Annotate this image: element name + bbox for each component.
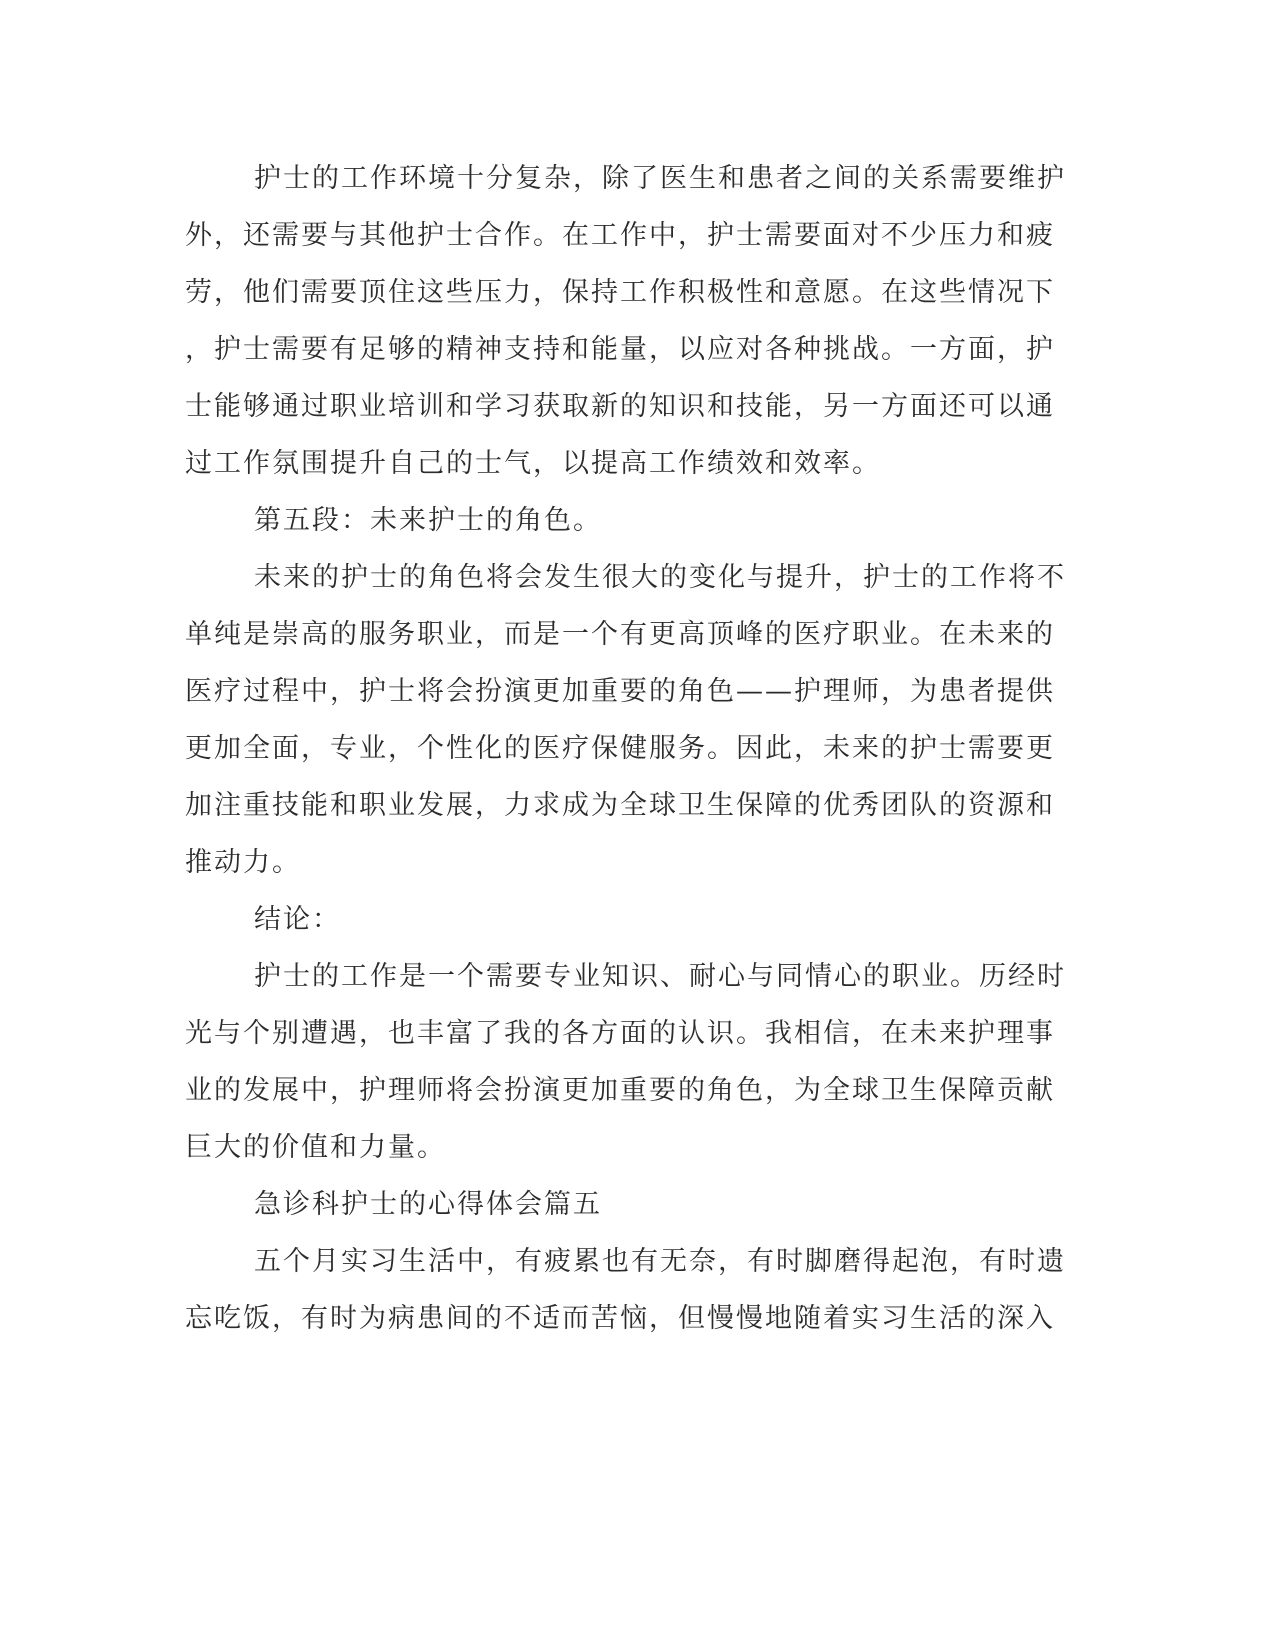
text-line: 更加全面，专业，个性化的医疗保健服务。因此，未来的护士需要更 xyxy=(185,733,1055,764)
text-line: ，护士需要有足够的精神支持和能量，以应对各种挑战。一方面，护 xyxy=(185,334,1055,365)
text-line: 加注重技能和职业发展，力求成为全球卫生保障的优秀团队的资源和 xyxy=(185,790,1055,821)
text-line: 单纯是崇高的服务职业，而是一个有更高顶峰的医疗职业。在未来的 xyxy=(185,619,1055,650)
text-line: 过工作氛围提升自己的士气，以提高工作绩效和效率。 xyxy=(185,448,881,479)
section-heading: 结论： xyxy=(254,904,341,935)
text-line: 护士的工作环境十分复杂，除了医生和患者之间的关系需要维护 xyxy=(254,163,1066,194)
text-line: 未来的护士的角色将会发生很大的变化与提升，护士的工作将不 xyxy=(254,562,1066,593)
text-line: 劳，他们需要顶住这些压力，保持工作积极性和意愿。在这些情况下 xyxy=(185,277,1055,308)
text-line: 五个月实习生活中，有疲累也有无奈，有时脚磨得起泡，有时遗 xyxy=(254,1246,1066,1277)
section-heading: 第五段：未来护士的角色。 xyxy=(254,505,602,536)
text-line: 巨大的价值和力量。 xyxy=(185,1132,446,1163)
text-line: 士能够通过职业培训和学习获取新的知识和技能，另一方面还可以通 xyxy=(185,391,1055,422)
text-line: 忘吃饭，有时为病患间的不适而苦恼，但慢慢地随着实习生活的深入 xyxy=(185,1303,1055,1334)
body-text xyxy=(185,150,1085,1347)
text-line: 护士的工作是一个需要专业知识、耐心与同情心的职业。历经时 xyxy=(254,961,1066,992)
text-line: 光与个别遭遇，也丰富了我的各方面的认识。我相信，在未来护理事 xyxy=(185,1018,1055,1049)
section-heading: 急诊科护士的心得体会篇五 xyxy=(254,1189,602,1220)
text-line: 外，还需要与其他护士合作。在工作中，护士需要面对不少压力和疲 xyxy=(185,220,1055,251)
text-line: 推动力。 xyxy=(185,847,301,878)
text-line: 业的发展中，护理师将会扮演更加重要的角色，为全球卫生保障贡献 xyxy=(185,1075,1055,1106)
text-line: 医疗过程中，护士将会扮演更加重要的角色——护理师，为患者提供 xyxy=(185,676,1055,707)
